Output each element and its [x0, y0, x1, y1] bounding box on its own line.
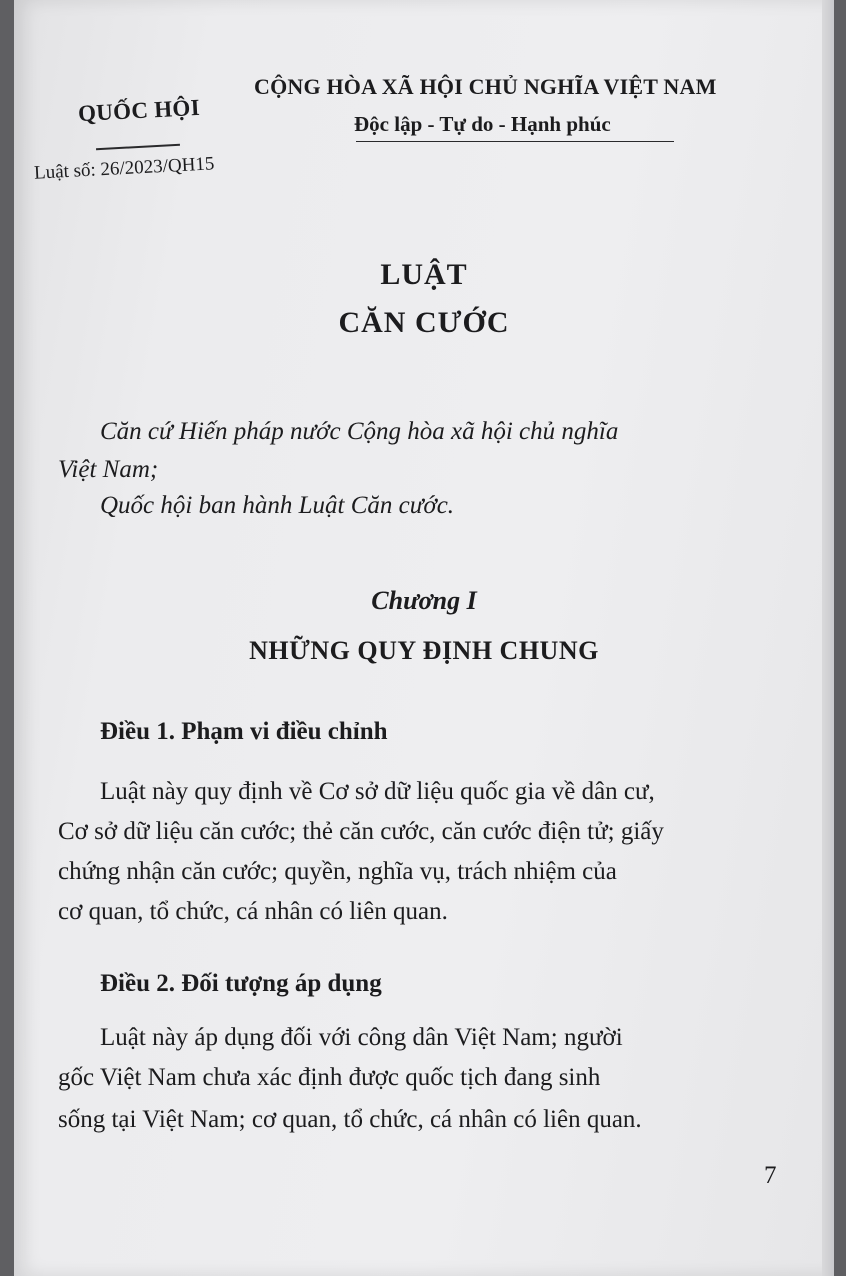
motto-underline — [356, 141, 674, 142]
page-number: 7 — [764, 1162, 777, 1189]
chapter-title: NHỮNG QUY ĐỊNH CHUNG — [249, 636, 599, 665]
issuer-underline — [96, 144, 180, 150]
document-type: LUẬT — [380, 258, 468, 291]
article-2-line: gốc Việt Nam chưa xác định được quốc tịch đang sinh — [58, 1064, 601, 1091]
chapter-label: Chương I — [371, 586, 477, 615]
document-title: CĂN CƯỚC — [338, 306, 510, 339]
article-2-heading: Điều 2. Đối tượng áp dụng — [100, 970, 382, 997]
issuer-name: QUỐC HỘI — [77, 94, 201, 127]
national-motto: Độc lập - Tự do - Hạnh phúc — [354, 112, 611, 136]
document-page — [14, 0, 834, 1276]
preamble-line-1: Căn cứ Hiến pháp nước Cộng hòa xã hội chủ nghĩa — [100, 418, 619, 445]
law-number: Luật số: 26/2023/QH15 — [33, 153, 215, 184]
article-2-line: Luật này áp dụng đối với công dân Việt Nam; người — [100, 1024, 623, 1051]
country-name: CỘNG HÒA XÃ HỘI CHỦ NGHĨA VIỆT NAM — [254, 74, 717, 99]
article-2-line: sống tại Việt Nam; cơ quan, tổ chức, cá nhân có liên quan. — [58, 1106, 642, 1133]
preamble-line-2: Việt Nam; — [58, 456, 159, 483]
article-1-line: cơ quan, tổ chức, cá nhân có liên quan. — [58, 898, 448, 925]
article-1-line: chứng nhận căn cước; quyền, nghĩa vụ, trách nhiệm của — [58, 858, 617, 885]
article-1-line: Luật này quy định về Cơ sở dữ liệu quốc gia về dân cư, — [100, 778, 655, 805]
article-1-heading: Điều 1. Phạm vi điều chỉnh — [100, 718, 388, 745]
preamble-line-3: Quốc hội ban hành Luật Căn cước. — [100, 492, 455, 519]
article-1-line: Cơ sở dữ liệu căn cước; thẻ căn cước, căn cước điện tử; giấy — [58, 818, 664, 845]
